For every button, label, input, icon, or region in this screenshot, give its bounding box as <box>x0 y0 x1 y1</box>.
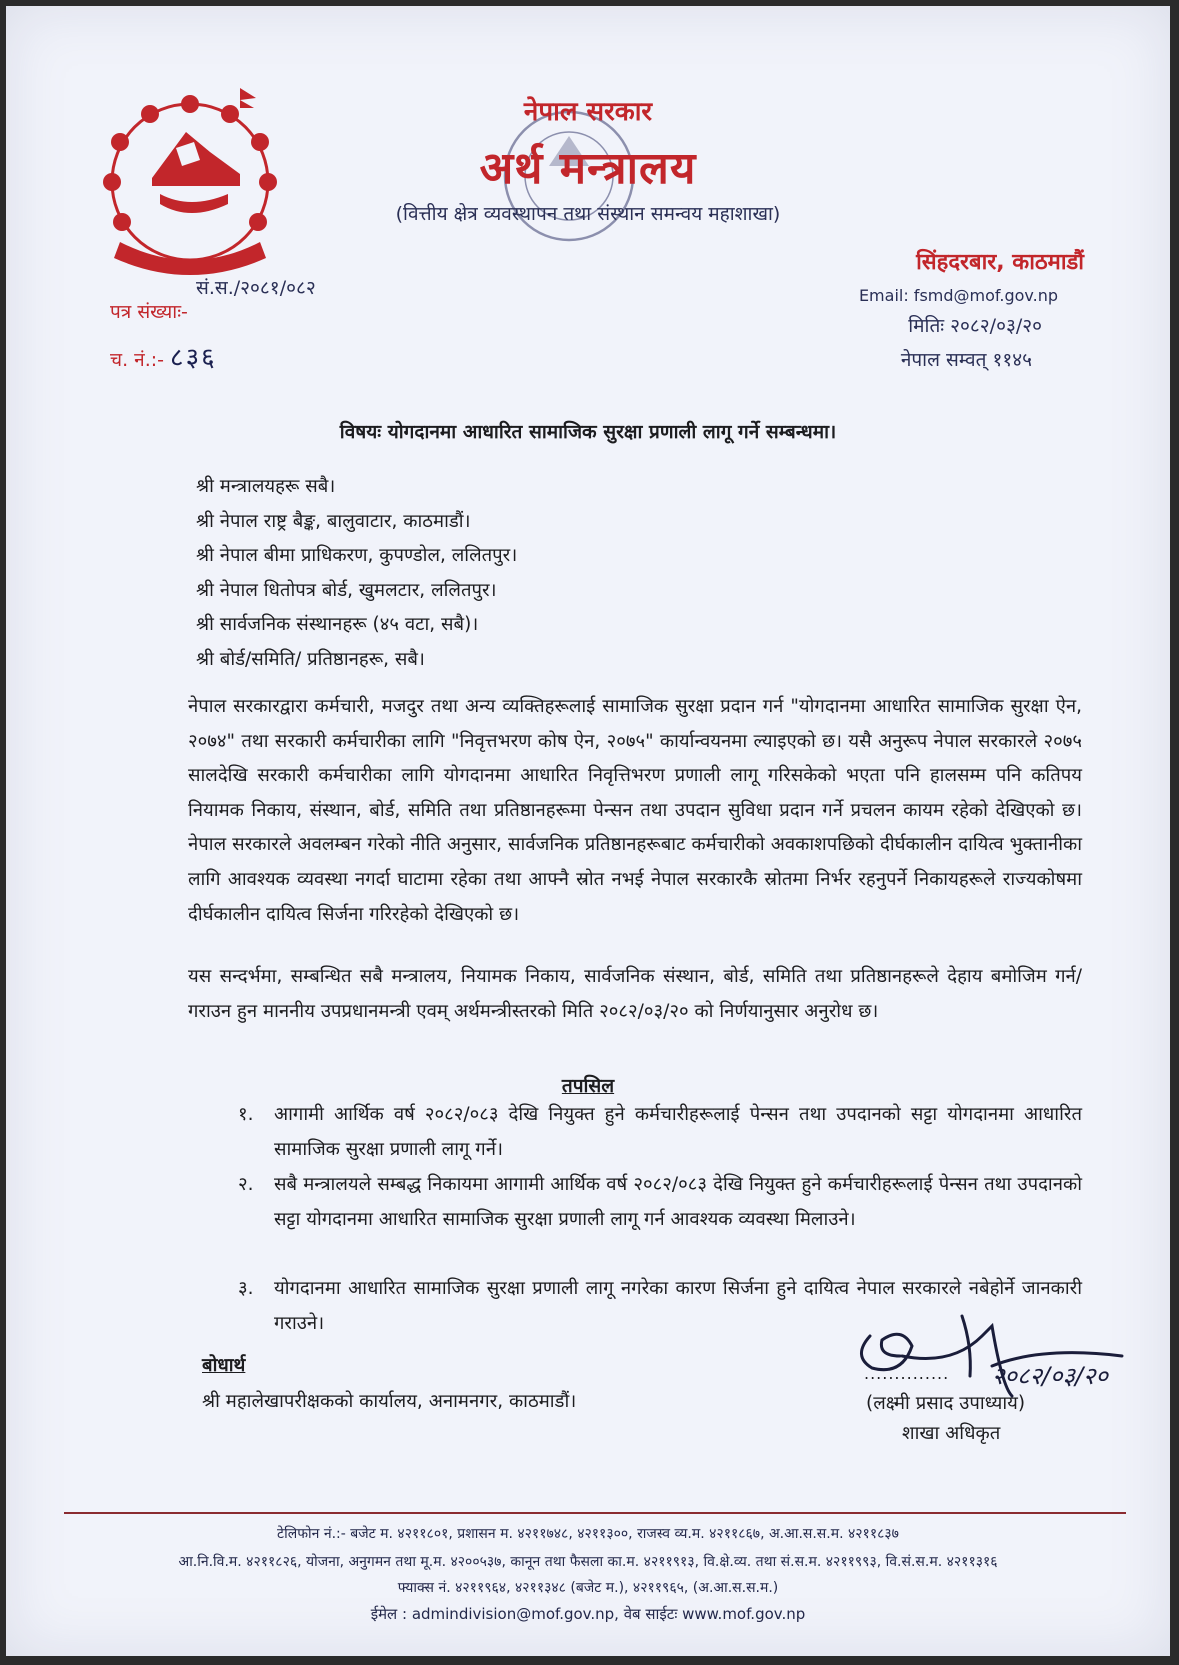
footer-fax-line: फ्याक्स नं. ४२११९६४, ४२११३४८ (बजेट म.), ४२११९६५, (अ.आ.स.स.म.) <box>397 1580 779 1596</box>
signatory-designation: शाखा अधिकृत <box>902 1423 1001 1444</box>
schedule-item-text: योगदानमा आधारित सामाजिक सुरक्षा प्रणाली लागू नगरेका कारण सिर्जना हुने दायित्व नेपाल सरकारले नबेहोर्ने जानकारी गराउने। <box>274 1278 1082 1334</box>
recipient-item: श्री बोर्ड/समिति/ प्रतिष्ठानहरू, सबै। <box>196 648 425 670</box>
recipient-item: श्री सार्वजनिक संस्थानहरू (४५ वटा, सबै)। <box>196 614 479 635</box>
schedule-item <box>238 1168 1082 1237</box>
svg-text:२०८२/०३/२०: २०८२/०३/२० <box>992 1362 1109 1390</box>
office-location: सिंहदरबार, काठमाडौं <box>916 250 1084 275</box>
schedule-item-text: सबै मन्त्रालयले सम्बद्ध निकायमा आगामी आर्थिक वर्ष २०८२/०८३ देखि नियुक्त हुने कर्मचारीहरूलाई पेन्सन तथा उपदानको सट्टा योगदानमा आधारित सामाजिक सुरक्षा प्रणाली लागू गर्न आवश्यक व्यवस्था मिलाउने। <box>274 1174 1082 1230</box>
footer-divider <box>64 1512 1126 1514</box>
schedule-item-text: आगामी आर्थिक वर्ष २०८२/०८३ देखि नियुक्त हुने कर्मचारीहरूलाई पेन्सन तथा उपदानको सट्टा योगदानमा आधारित सामाजिक सुरक्षा प्रणाली लागू गर्ने। <box>274 1104 1082 1160</box>
schedule-item-number: १. <box>238 1104 254 1125</box>
government-name: नेपाल सरकार <box>523 97 653 127</box>
schedule-item <box>238 1098 1082 1167</box>
cc-heading: बोधार्थ <box>202 1355 246 1376</box>
letter-page <box>6 6 1170 1656</box>
letter-date: मितिः २०८२/०३/२० <box>908 315 1042 337</box>
fiscal-year: सं.स./२०८१/०८२ <box>196 277 316 299</box>
email-address: Email: fsmd@mof.gov.np <box>858 286 1058 305</box>
letter-number-label: पत्र संख्याः- <box>110 301 188 323</box>
nepal-samvat-date: नेपाल सम्वत् ११४५ <box>900 349 1032 371</box>
body-paragraph: यस सन्दर्भमा, सम्बन्धित सबै मन्त्रालय, नियामक निकाय, सार्वजनिक संस्थान, बोर्ड, समिति तथा प्रतिष्ठानहरूले देहाय बमोजिम गर्न/गराउन हुन माननीय उपप्रधानमन्त्री एवम् अर्थमन्त्रीस्तरको मिति २०८२/०३/२० को निर्णयानुसार अनुरोध छ। <box>188 966 1083 1022</box>
cc-recipient: श्री महालेखापरीक्षकको कार्यालय, अनामनगर, काठमाडौं। <box>202 1391 577 1412</box>
footer-contact-line: ईमेल : admindivision@mof.gov.np, वेब साईटः www.mof.gov.np <box>370 1605 806 1623</box>
recipient-list <box>196 470 517 677</box>
dispatch-number-value: ८३६ <box>170 343 217 373</box>
recipient-item: श्री नेपाल बीमा प्राधिकरण, कुपण्डोल, ललितपुर। <box>196 545 518 566</box>
recipient-item: श्री मन्त्रालयहरू सबै। <box>196 476 336 497</box>
dispatch-number-label: च. नं.:- <box>110 349 164 371</box>
recipient-item: श्री नेपाल धितोपत्र बोर्ड, खुमलटार, ललितपुर। <box>196 579 497 601</box>
ministry-name: अर्थ मन्त्रालय <box>479 143 697 194</box>
footer-phone-line: टेलिफोन नं.:- बजेट म. ४२११८०१, प्रशासन म. ४२११७४८, ४२११३००, राजस्व व्य.म. ४२११८६७, अ.आ.स.स.म. ४२११८३७ <box>277 1526 899 1542</box>
signature-line: .............. <box>864 1364 950 1383</box>
division-name: (वित्तीय क्षेत्र व्यवस्थापन तथा संस्थान समन्वय महाशाखा) <box>395 203 781 225</box>
recipient-item: श्री नेपाल राष्ट्र बैङ्क, बालुवाटार, काठमाडौं। <box>196 510 471 532</box>
schedule-item-number: २. <box>238 1174 254 1195</box>
body-paragraph: नेपाल सरकारद्वारा कर्मचारी, मजदुर तथा अन्य व्यक्तिहरूलाई सामाजिक सुरक्षा प्रदान गर्न "योगदानमा आधारित सामाजिक सुरक्षा ऐन, २०७४" तथा सरकारी कर्मचारीका लागि "निवृत्तभरण कोष ऐन, २०७५" कार्यान्वयनमा ल्याइएको छ। यसै अनुरूप नेपाल सरकारले २०७५ सालदेखि सरकारी कर्मचारीका लागि योगदानमा आधारित निवृत्तिभरण प्रणाली लागू गरिसकेको भएता पनि हालसम्म पनि कतिपय नियामक निकाय, संस्थान, बोर्ड, समिति तथा प्रतिष्ठानहरूमा पेन्सन तथा उपदान सुविधा प्रदान गर्ने प्रचलन कायम रहेको देखिएको छ। नेपाल सरकारले अवलम्बन गरेको नीति अनुसार, सार्वजनिक प्रतिष्ठानहरूबाट कर्मचारीको अवकाशपछिको दीर्घकालीन दायित्व भुक्तानीका लागि आवश्यक व्यवस्था नगर्दा घाटामा रहेका तथा आफ्नै स्रोत नभई नेपाल सरकारकै स्रोतमा निर्भर रहनुपर्ने निकायहरूले राज्यकोषमा दीर्घकालीन दायित्व सिर्जना गरिरहेको देखिएको छ। <box>188 696 1082 925</box>
signatory-name: (लक्ष्मी प्रसाद उपाध्याय) <box>866 1393 1026 1414</box>
schedule-item-number: ३. <box>238 1278 254 1299</box>
dispatch-number <box>110 338 217 374</box>
letter-subject: विषयः योगदानमा आधारित सामाजिक सुरक्षा प्रणाली लागू गर्ने सम्बन्धमा। <box>339 421 837 443</box>
schedule-heading: तपसिल <box>561 1075 615 1097</box>
footer-phone-line: आ.नि.वि.म. ४२११८२६, योजना, अनुगमन तथा मू.म. ४२००५३७, कानून तथा फैसला का.म. ४२११९१३, वि.क्षे.व्य. तथा सं.स.म. ४२११९९३, वि.सं.स.म. ४२११३१६ <box>178 1554 998 1570</box>
